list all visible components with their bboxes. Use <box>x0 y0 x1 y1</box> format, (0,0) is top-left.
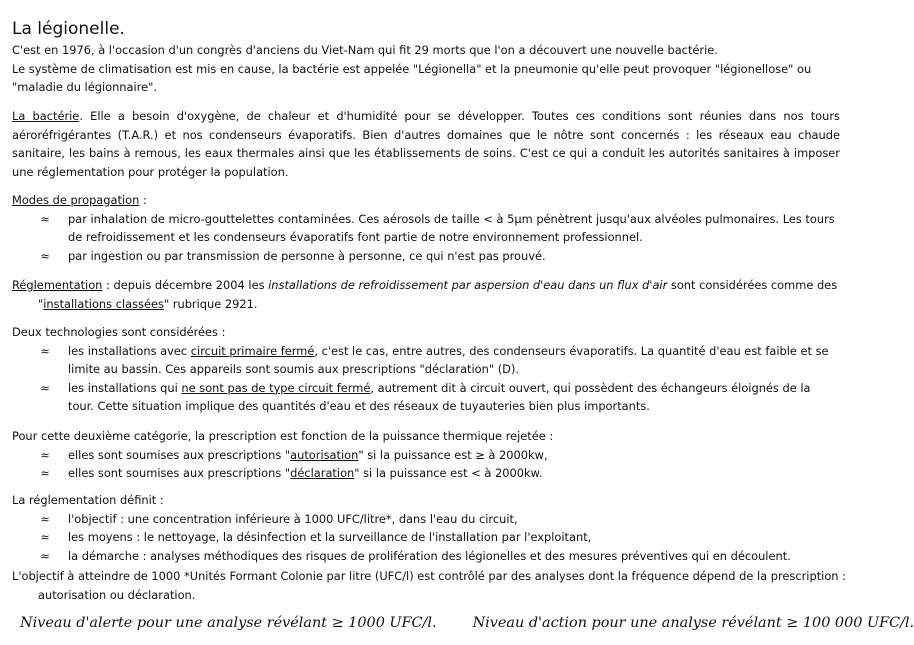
bacterie-paragraph <box>12 107 840 181</box>
reglementation-heading: Réglementation <box>12 278 103 292</box>
list-item: ≈ elles sont soumises aux prescriptions "autorisation" si la puissance est ≥ à 2000kw, <box>12 446 840 465</box>
bullet-icon: ≈ <box>40 548 50 563</box>
list-item: ≈ les installations qui ne sont pas de type circuit fermé, autrement dit à circuit ouvert, qui possèdent des échangeurs éloignés de la tour. Cette situation implique des quantités d'eau et des réseaux de tuyauteries bien plus importants. <box>12 379 840 416</box>
technologies-intro: Deux technologies sont considérées : <box>12 325 226 339</box>
reglementation-paragraph: Réglementation : depuis décembre 2004 les installations de refroidissement par aspersion d'eau dans un flux d'air sont considérées comme des "installations classées" rubrique 2921. <box>12 278 838 311</box>
intro-line-2: Le système de climatisation est mis en cause, la bactérie est appelée "Légionella" et la pneumonie qu'elle peut provoquer "légionellose" ou "maladie du légionnaire". <box>12 61 812 95</box>
categorie-intro: Pour cette deuxième catégorie, la prescription est fonction de la puissance thermique rejetée : <box>12 429 554 443</box>
alert-level-text: Niveau d'alerte pour une analyse révélant ≥ 1000 UFC/l. <box>20 615 437 631</box>
list-item: ≈ par ingestion ou par transmission de personne à personne, ce qui n'est pas prouvé. <box>12 247 840 266</box>
page-title: La légionelle. <box>12 19 125 40</box>
bullet-icon: ≈ <box>40 380 50 395</box>
bullet-icon: ≈ <box>40 248 50 263</box>
bullet-icon: ≈ <box>40 466 50 481</box>
bacterie-heading: La bactérie <box>12 109 80 123</box>
propagation-section <box>12 191 840 265</box>
categorie-list <box>12 446 840 483</box>
bullet-icon: ≈ <box>40 530 50 545</box>
bullet-icon: ≈ <box>40 511 50 526</box>
list-item: ≈ l'objectif : une concentration inférieure à 1000 UFC/litre*, dans l'eau du circuit, <box>12 510 840 529</box>
bullet-icon: ≈ <box>40 447 50 462</box>
objectif-paragraph: L'objectif à atteindre de 1000 *Unités Formant Colonie par litre (UFC/l) est contrôlé par des analyses dont la fréquence dépend de la prescription : autorisation ou déclaration. <box>12 569 846 602</box>
intro-line-1: C'est en 1976, à l'occasion d'un congrès d'anciens du Viet-Nam qui fit 29 morts que l'on a découvert une nouvelle bactérie. <box>12 43 718 57</box>
definit-section <box>12 491 840 565</box>
technologies-list <box>12 342 840 416</box>
propagation-heading-line: Modes de propagation : <box>12 193 147 207</box>
categorie-section <box>12 427 840 483</box>
list-item: ≈ la démarche : analyses méthodiques des risques de prolifération des légionelles et des mesures préventives qui en découlent. <box>12 547 840 566</box>
intro-paragraph <box>12 41 840 97</box>
propagation-list <box>12 210 840 266</box>
action-level-text: Niveau d'action pour une analyse révélant ≥ 100 000 UFC/l. <box>472 615 914 631</box>
bullet-icon: ≈ <box>40 343 50 358</box>
list-item: ≈ les installations avec circuit primaire fermé, c'est le cas, entre autres, des condenseurs évaporatifs. La quantité d'eau est faible et se limite au bassin. Ces appareils sont soumis aux prescriptions "déclaration" (D). <box>12 342 840 379</box>
definit-list <box>12 510 840 566</box>
list-item: ≈ par inhalation de micro-gouttelettes contaminées. Ces aérosols de taille < à 5µm pénètrent jusqu'aux alvéoles pulmonaires. Les tours de refroidissement et les condenseurs évaporatifs font partie de notre environnement professionnel. <box>12 210 840 247</box>
bacterie-text: . Elle a besoin d'oxygène, de chaleur et d'humidité pour se développer. Toutes ces conditions sont réunies dans nos tours aéroréfrigérantes (T.A.R.) et nos condenseurs évaporatifs. Bien d'autres domaines que le nôtre sont concernés : les réseaux eau chaude sanitaire, les bains à remous, les eaux thermales ainsi que les établissements de soins. C'est ce qui a conduit les autorités sanitaires à imposer une réglementation pour protéger la population. <box>12 109 840 179</box>
installations-classees-link: installations classées <box>43 296 164 311</box>
definit-intro: La réglementation définit : <box>12 493 164 507</box>
list-item: ≈ elles sont soumises aux prescriptions "déclaration" si la puissance est < à 2000kw. <box>12 464 840 483</box>
technologies-section <box>12 323 840 416</box>
footer-levels <box>20 613 914 633</box>
list-item: ≈ les moyens : le nettoyage, la désinfection et la surveillance de l'installation par l'exploitant, <box>12 528 840 547</box>
bullet-icon: ≈ <box>40 211 50 226</box>
propagation-heading: Modes de propagation <box>12 193 140 207</box>
